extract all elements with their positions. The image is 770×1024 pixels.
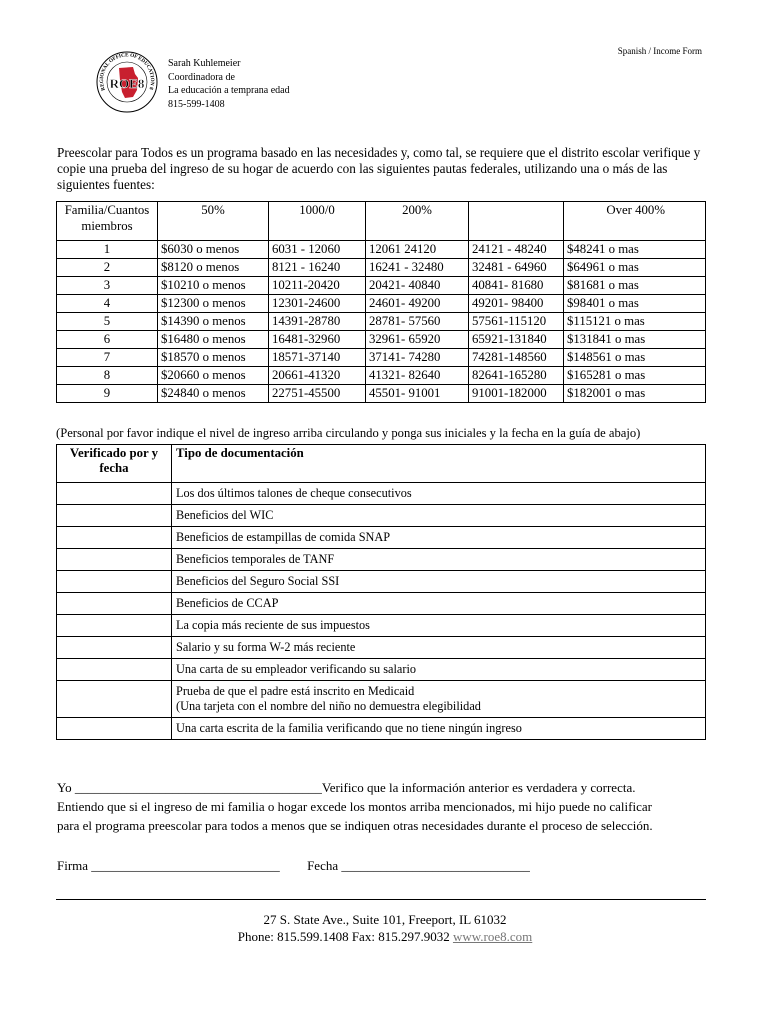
contact-block bbox=[168, 57, 290, 111]
income-cell: 8121 - 16240 bbox=[269, 259, 366, 277]
verified-by-cell[interactable] bbox=[57, 637, 172, 659]
doc-type-label: Beneficios del Seguro Social SSI bbox=[176, 574, 340, 588]
income-cell: 28781- 57560 bbox=[366, 313, 469, 331]
verified-by-cell[interactable] bbox=[57, 615, 172, 637]
income-header: 200% bbox=[366, 202, 469, 241]
doc-row bbox=[57, 571, 706, 593]
doc-row bbox=[57, 505, 706, 527]
income-row bbox=[57, 241, 706, 259]
income-cell: 65921-131840 bbox=[469, 331, 564, 349]
verified-by-cell[interactable] bbox=[57, 571, 172, 593]
income-cell: $131841 o mas bbox=[564, 331, 706, 349]
income-cell: $182001 o mas bbox=[564, 385, 706, 403]
doc-type-label: La copia más reciente de sus impuestos bbox=[176, 618, 370, 632]
income-row bbox=[57, 367, 706, 385]
doc-row bbox=[57, 718, 706, 740]
income-cell: $8120 o menos bbox=[158, 259, 269, 277]
income-cell: 24121 - 48240 bbox=[469, 241, 564, 259]
doc-type-cell bbox=[172, 571, 706, 593]
income-cell: 37141- 74280 bbox=[366, 349, 469, 367]
income-cell: 3 bbox=[57, 277, 158, 295]
income-cell: $6030 o menos bbox=[158, 241, 269, 259]
doc-type-label: Beneficios temporales de TANF bbox=[176, 552, 335, 566]
doc-row bbox=[57, 483, 706, 505]
roe8-logo bbox=[95, 50, 159, 114]
doc-type-label: Beneficios de estampillas de comida SNAP bbox=[176, 530, 391, 544]
verified-by-header: Verificado por y fecha bbox=[57, 445, 172, 483]
certification-line: Yo ______________________________________Verifico que la información anterior es verdadera y correcta. bbox=[57, 780, 636, 795]
income-cell: 45501- 91001 bbox=[366, 385, 469, 403]
income-row bbox=[57, 259, 706, 277]
doc-type-label: Prueba de que el padre está inscrito en Medicaid bbox=[176, 684, 415, 698]
income-cell: 32481 - 64960 bbox=[469, 259, 564, 277]
footer-address: 27 S. State Ave., Suite 101, Freeport, IL 61032 bbox=[263, 912, 507, 927]
footer-divider bbox=[56, 899, 706, 900]
income-header: Over 400% bbox=[564, 202, 706, 241]
income-cell: 91001-182000 bbox=[469, 385, 564, 403]
income-cell: $64961 o mas bbox=[564, 259, 706, 277]
income-cell: 7 bbox=[57, 349, 158, 367]
income-cell: 20421- 40840 bbox=[366, 277, 469, 295]
documentation-table bbox=[56, 444, 706, 740]
income-cell: 2 bbox=[57, 259, 158, 277]
income-cell: 41321- 82640 bbox=[366, 367, 469, 385]
doc-type-label: Beneficios de CCAP bbox=[176, 596, 279, 610]
income-header: Familia/Cuantos miembros bbox=[57, 202, 158, 241]
doc-type-cell bbox=[172, 681, 706, 718]
doc-type-label: Los dos últimos talones de cheque consecutivos bbox=[176, 486, 412, 500]
income-row bbox=[57, 277, 706, 295]
income-cell: $165281 o mas bbox=[564, 367, 706, 385]
income-cell: $98401 o mas bbox=[564, 295, 706, 313]
verified-by-cell[interactable] bbox=[57, 483, 172, 505]
income-cell: 57561-115120 bbox=[469, 313, 564, 331]
income-row bbox=[57, 295, 706, 313]
signature-field[interactable]: Firma _____________________________ bbox=[57, 858, 280, 873]
doc-row bbox=[57, 615, 706, 637]
income-cell: $81681 o mas bbox=[564, 277, 706, 295]
income-cell: 12061 24120 bbox=[366, 241, 469, 259]
certification-text bbox=[57, 778, 707, 835]
doc-type-header: Tipo de documentación bbox=[172, 445, 706, 483]
verified-by-cell[interactable] bbox=[57, 718, 172, 740]
verified-by-cell[interactable] bbox=[57, 527, 172, 549]
income-header: 50% bbox=[158, 202, 269, 241]
doc-row bbox=[57, 637, 706, 659]
doc-row bbox=[57, 681, 706, 718]
doc-type-cell bbox=[172, 659, 706, 681]
doc-row bbox=[57, 593, 706, 615]
date-field[interactable]: Fecha _____________________________ bbox=[307, 858, 530, 873]
income-cell: 82641-165280 bbox=[469, 367, 564, 385]
income-cell: 24601- 49200 bbox=[366, 295, 469, 313]
income-cell: 10211-20420 bbox=[269, 277, 366, 295]
income-cell: 18571-37140 bbox=[269, 349, 366, 367]
doc-type-cell bbox=[172, 527, 706, 549]
verified-by-cell[interactable] bbox=[57, 593, 172, 615]
form-label: Spanish / Income Form bbox=[617, 46, 702, 56]
income-row bbox=[57, 385, 706, 403]
income-row bbox=[57, 313, 706, 331]
doc-type-label: Salario y su forma W-2 más reciente bbox=[176, 640, 356, 654]
logo-text: ROE8 bbox=[109, 76, 145, 91]
income-header: 1000/0 bbox=[269, 202, 366, 241]
income-cell: 22751-45500 bbox=[269, 385, 366, 403]
doc-type-cell bbox=[172, 615, 706, 637]
footer-contact bbox=[0, 928, 770, 945]
doc-type-label: Una carta de su empleador verificando su salario bbox=[176, 662, 417, 676]
income-table bbox=[56, 201, 706, 403]
income-cell: $20660 o menos bbox=[158, 367, 269, 385]
income-cell: $115121 o mas bbox=[564, 313, 706, 331]
income-cell: $48241 o mas bbox=[564, 241, 706, 259]
contact-name: Sarah Kuhlemeier bbox=[168, 58, 241, 69]
intro-paragraph: Preescolar para Todos es un programa basado en las necesidades y, como tal, se requiere que el distrito escolar verifique y copie una prueba del ingreso de su hogar de acuerdo con las siguientes pautas federales, utilizando una o más de las siguientes fuentes: bbox=[57, 145, 701, 192]
doc-type-cell bbox=[172, 637, 706, 659]
doc-type-cell bbox=[172, 549, 706, 571]
income-header-row bbox=[57, 202, 706, 241]
income-cell: 32961- 65920 bbox=[366, 331, 469, 349]
income-cell: 16481-32960 bbox=[269, 331, 366, 349]
income-cell: $14390 o menos bbox=[158, 313, 269, 331]
income-cell: 14391-28780 bbox=[269, 313, 366, 331]
certification-line: Entiendo que si el ingreso de mi familia o hogar excede los montos arriba mencionados, mi hijo puede no calificar bbox=[57, 799, 652, 814]
income-cell: 16241 - 32480 bbox=[366, 259, 469, 277]
income-cell: 5 bbox=[57, 313, 158, 331]
contact-role: Coordinadora de bbox=[168, 71, 235, 83]
income-cell: $16480 o menos bbox=[158, 331, 269, 349]
income-header bbox=[469, 202, 564, 241]
footer-phone-fax: Phone: 815.599.1408 Fax: 815.297.9032 bbox=[237, 929, 450, 944]
income-cell: 40841- 81680 bbox=[469, 277, 564, 295]
logo-ring-text: REGIONAL OFFICE OF EDUCATION 8 bbox=[98, 52, 156, 92]
staff-note: (Personal por favor indique el nivel de ingreso arriba circulando y ponga sus iniciales y la fecha en la guía de abajo) bbox=[56, 426, 641, 440]
contact-phone: 815-599-1408 bbox=[168, 98, 225, 110]
income-row bbox=[57, 349, 706, 367]
doc-type-cell bbox=[172, 505, 706, 527]
income-cell: 20661-41320 bbox=[269, 367, 366, 385]
income-cell: 49201- 98400 bbox=[469, 295, 564, 313]
signature-row bbox=[57, 858, 530, 874]
doc-type-label: Una carta escrita de la familia verificando que no tiene ningún ingreso bbox=[176, 721, 522, 735]
income-cell: 4 bbox=[57, 295, 158, 313]
doc-type-label: Beneficios del WIC bbox=[176, 508, 274, 522]
verified-by-cell[interactable] bbox=[57, 505, 172, 527]
income-cell: $18570 o menos bbox=[158, 349, 269, 367]
doc-row bbox=[57, 659, 706, 681]
verified-by-cell[interactable] bbox=[57, 681, 172, 718]
docs-header-row bbox=[57, 445, 706, 483]
footer bbox=[0, 911, 770, 945]
income-cell: $24840 o menos bbox=[158, 385, 269, 403]
income-cell: 1 bbox=[57, 241, 158, 259]
contact-dept: La educación a temprana edad bbox=[168, 85, 290, 96]
doc-type-cell bbox=[172, 593, 706, 615]
income-cell: $12300 o menos bbox=[158, 295, 269, 313]
income-cell: 6 bbox=[57, 331, 158, 349]
income-cell: 12301-24600 bbox=[269, 295, 366, 313]
doc-row bbox=[57, 527, 706, 549]
income-cell: 74281-148560 bbox=[469, 349, 564, 367]
income-cell: 6031 - 12060 bbox=[269, 241, 366, 259]
verified-by-cell[interactable] bbox=[57, 549, 172, 571]
website-link[interactable]: www.roe8.com bbox=[452, 929, 533, 944]
income-cell: 9 bbox=[57, 385, 158, 403]
income-cell: $148561 o mas bbox=[564, 349, 706, 367]
doc-row bbox=[57, 549, 706, 571]
verified-by-cell[interactable] bbox=[57, 659, 172, 681]
income-cell: $10210 o menos bbox=[158, 277, 269, 295]
doc-type-cell bbox=[172, 718, 706, 740]
doc-type-label: (Una tarjeta con el nombre del niño no demuestra elegibilidad bbox=[176, 699, 481, 713]
income-row bbox=[57, 331, 706, 349]
certification-line: para el programa preescolar para todos a menos que se indiquen otras necesidades durante el proceso de selección. bbox=[57, 818, 653, 833]
income-cell: 8 bbox=[57, 367, 158, 385]
doc-type-cell bbox=[172, 483, 706, 505]
